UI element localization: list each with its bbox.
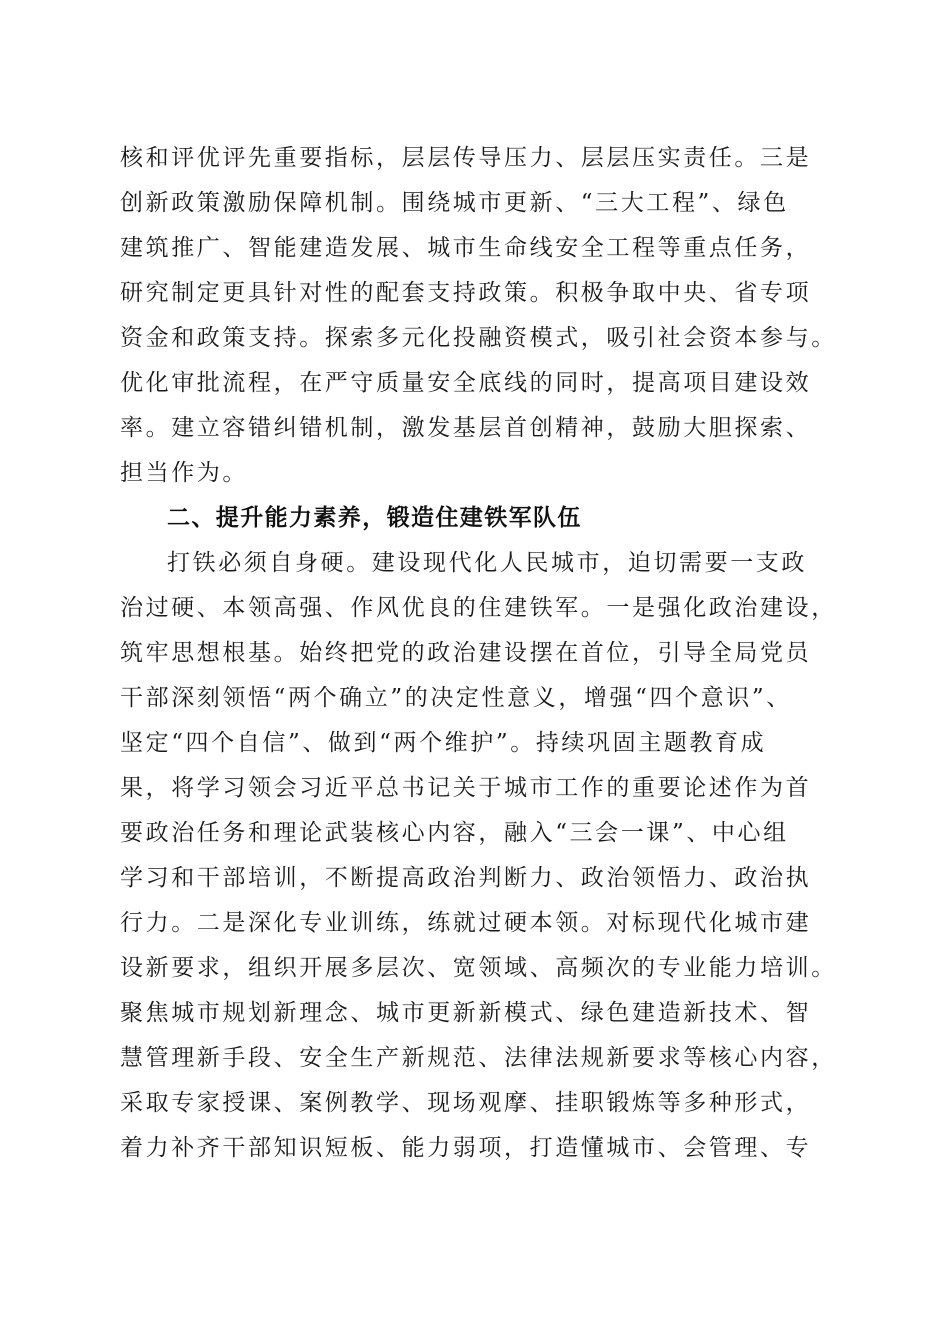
text-line: 着力补齐干部知识短板、能力弱项，打造懂城市、会管理、专: [120, 1135, 812, 1161]
text-line: 研究制定更具针对性的配套支持政策。积极争取中央、省专项: [120, 280, 812, 306]
text-line: 设新要求，组织开展多层次、宽领域、高频次的专业能力培训。: [120, 955, 837, 981]
text-line: 坚定“四个自信”、做到“两个维护”。持续巩固主题教育成: [120, 730, 767, 756]
text-line: 慧管理新手段、安全生产新规范、法律法规新要求等核心内容，: [120, 1045, 837, 1071]
text-line: 治过硬、本领高强、作风优良的住建铁军。一是强化政治建设，: [120, 595, 837, 621]
text-line: 创新政策激励保障机制。围绕城市更新、“三大工程”、绿色: [120, 190, 789, 216]
text-line: 建筑推广、智能建造发展、城市生命线安全工程等重点任务，: [120, 235, 812, 261]
text-line: 干部深刻领悟“两个确立”的决定性意义，增强“四个意识”、: [120, 685, 792, 711]
text-line: 资金和政策支持。探索多元化投融资模式，吸引社会资本参与。: [120, 325, 837, 351]
text-line: 行力。二是深化专业训练，练就过硬本领。对标现代化城市建: [120, 910, 812, 936]
text-line: 学习和干部培训，不断提高政治判断力、政治领悟力、政治执: [120, 865, 812, 891]
text-line: 担当作为。: [120, 460, 248, 486]
text-line: 聚焦城市规划新理念、城市更新新模式、绿色建造新技术、智: [120, 1000, 812, 1026]
text-line: 要政治任务和理论武装核心内容，融入“三会一课”、中心组: [120, 820, 789, 846]
text-line: 打铁必须自身硬。建设现代化人民城市，迫切需要一支政: [167, 550, 807, 576]
text-line: 优化审批流程，在严守质量安全底线的同时，提高项目建设效: [120, 370, 812, 396]
text-line: 率。建立容错纠错机制，激发基层首创精神，鼓励大胆探索、: [120, 415, 812, 441]
section-heading: 二、提升能力素养，锻造住建铁军队伍: [167, 505, 582, 531]
text-line: 果，将学习领会习近平总书记关于城市工作的重要论述作为首: [120, 775, 812, 801]
text-line: 核和评优评先重要指标，层层传导压力、层层压实责任。三是: [120, 145, 812, 171]
text-line: 采取专家授课、案例教学、现场观摩、挂职锻炼等多种形式，: [120, 1090, 812, 1116]
text-line: 筑牢思想根基。始终把党的政治建设摆在首位，引导全局党员: [120, 640, 812, 666]
